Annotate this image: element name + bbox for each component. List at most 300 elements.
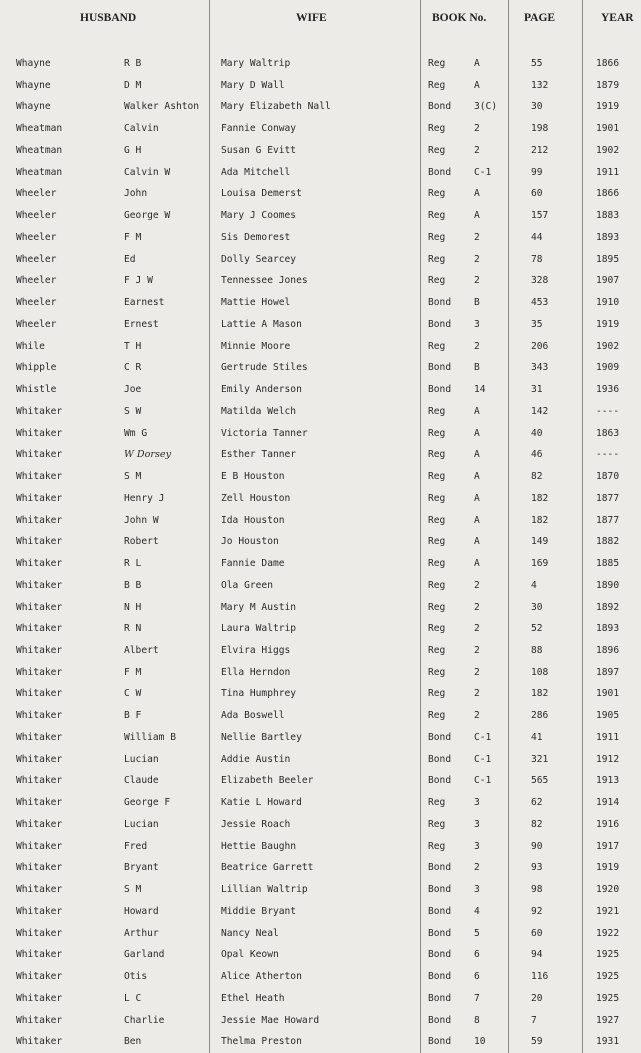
wife-name: Ethel Heath [221, 992, 285, 1004]
wife-name: Jo Houston [221, 536, 279, 548]
book-type: Reg [428, 210, 446, 222]
husband-surname: Whitaker [16, 405, 63, 417]
table-row [0, 314, 641, 335]
book-type: Bond [428, 971, 452, 983]
page-number: 169 [531, 558, 549, 570]
husband-given-name: B B [124, 579, 142, 591]
table-row [0, 792, 641, 813]
table-row [0, 857, 641, 878]
year: 1893 [596, 231, 620, 243]
husband-surname: Wheeler [16, 231, 57, 243]
book-type: Reg [428, 340, 446, 352]
book-type: Bond [428, 362, 452, 374]
husband-surname: Whitaker [16, 449, 63, 461]
book-number: 2 [474, 123, 480, 135]
table-row [0, 618, 641, 639]
book-number: B [474, 297, 480, 309]
book-number: A [474, 492, 480, 504]
wife-name: E B Houston [221, 471, 285, 483]
wife-name: Laura Waltrip [221, 623, 297, 635]
wife-name: Mattie Howel [221, 297, 291, 309]
husband-given-name: George W [124, 210, 171, 222]
wife-name: Dolly Searcey [221, 253, 297, 265]
table-row [0, 1010, 641, 1031]
husband-surname: Whitaker [16, 601, 63, 613]
book-type: Bond [428, 384, 452, 396]
header-year: YEAR [601, 12, 634, 24]
table-row [0, 944, 641, 965]
husband-surname: Whitaker [16, 840, 63, 852]
husband-given-name: John [124, 188, 148, 200]
husband-surname: Whitaker [16, 775, 63, 787]
husband-given-name: T H [124, 340, 142, 352]
wife-name: Ola Green [221, 579, 273, 591]
wife-name: Mary J Coomes [221, 210, 297, 222]
page-number: 59 [531, 1036, 543, 1048]
husband-given-name: F J W [124, 275, 153, 287]
page-number: 41 [531, 731, 543, 743]
book-number: 2 [474, 340, 480, 352]
table-row [0, 988, 641, 1009]
book-type: Reg [428, 840, 446, 852]
wife-name: Ada Boswell [221, 710, 285, 722]
husband-surname: Whitaker [16, 1014, 63, 1026]
husband-given-name: R B [124, 58, 142, 69]
year: 1877 [596, 492, 620, 504]
husband-surname: Wheeler [16, 318, 57, 330]
year: 1866 [596, 58, 620, 69]
year: 1920 [596, 884, 620, 896]
book-type: Bond [428, 166, 452, 178]
wife-name: Nancy Neal [221, 927, 279, 939]
book-number: C-1 [474, 753, 492, 765]
book-number: 7 [474, 992, 480, 1004]
page-number: 198 [531, 123, 549, 135]
table-row [0, 227, 641, 248]
husband-given-name: C R [124, 362, 142, 374]
book-number: A [474, 188, 480, 200]
table-row [0, 466, 641, 487]
year: 1936 [596, 384, 620, 396]
table-row [0, 162, 641, 183]
husband-given-name: Ben [124, 1036, 142, 1048]
book-number: 2 [474, 710, 480, 722]
year: 1931 [596, 1036, 620, 1048]
husband-surname: Whayne [16, 58, 51, 69]
husband-given-name: S M [124, 471, 142, 483]
book-number: A [474, 405, 480, 417]
table-row [0, 814, 641, 835]
page-number: 4 [531, 579, 537, 591]
wife-name: Emily Anderson [221, 384, 302, 396]
book-type: Reg [428, 666, 446, 678]
year: 1927 [596, 1014, 620, 1026]
book-number: 3 [474, 840, 480, 852]
table-row [0, 401, 641, 422]
wife-name: Fannie Conway [221, 123, 297, 135]
page-number: 116 [531, 971, 549, 983]
book-type: Bond [428, 1014, 452, 1026]
husband-given-name: N H [124, 601, 142, 613]
table-row [0, 270, 641, 291]
table-row [0, 336, 641, 357]
header-book-no: BOOK No. [432, 12, 487, 24]
husband-surname: Whitaker [16, 905, 63, 917]
year: 1907 [596, 275, 620, 287]
wife-name: Thelma Preston [221, 1036, 302, 1048]
book-type: Bond [428, 905, 452, 917]
book-type: Reg [428, 58, 446, 69]
year: 1879 [596, 79, 620, 91]
husband-surname: Whitaker [16, 949, 63, 961]
book-type: Reg [428, 818, 446, 830]
wife-name: Zell Houston [221, 492, 291, 504]
table-row [0, 662, 641, 683]
year: ---- [596, 405, 620, 417]
husband-surname: Whitaker [16, 514, 63, 526]
page-number: 157 [531, 210, 549, 222]
year: 1877 [596, 514, 620, 526]
year: 1897 [596, 666, 620, 678]
wife-name: Louisa Demerst [221, 188, 302, 200]
book-number: A [474, 558, 480, 570]
wife-name: Opal Keown [221, 949, 279, 961]
table-row [0, 705, 641, 726]
page-number: 108 [531, 666, 549, 678]
year: 1916 [596, 818, 620, 830]
husband-given-name: Claude [124, 775, 159, 787]
table-row [0, 75, 641, 96]
table-row [0, 183, 641, 204]
husband-surname: Wheatman [16, 166, 63, 178]
husband-given-name: Walker Ashton [124, 101, 200, 113]
page-number: 132 [531, 79, 549, 91]
wife-name: Elizabeth Beeler [221, 775, 314, 787]
husband-surname: Wheeler [16, 297, 57, 309]
wife-name: Beatrice Garrett [221, 862, 314, 874]
year: 1912 [596, 753, 620, 765]
book-number: 2 [474, 275, 480, 287]
book-number: A [474, 58, 480, 69]
page-number: 31 [531, 384, 543, 396]
husband-surname: Whitaker [16, 862, 63, 874]
table-row [0, 553, 641, 574]
husband-surname: Wheeler [16, 275, 57, 287]
book-type: Reg [428, 601, 446, 613]
book-type: Reg [428, 623, 446, 635]
book-type: Reg [428, 79, 446, 91]
table-header [0, 0, 641, 38]
book-type: Reg [428, 710, 446, 722]
table-row [0, 96, 641, 117]
book-number: C-1 [474, 731, 492, 743]
page-number: 92 [531, 905, 543, 917]
wife-name: Elvira Higgs [221, 644, 291, 656]
wife-name: Susan G Evitt [221, 144, 297, 156]
page-number: 30 [531, 101, 543, 113]
year: 1902 [596, 144, 620, 156]
husband-surname: Whitaker [16, 644, 63, 656]
husband-surname: Whitaker [16, 471, 63, 483]
table-row [0, 901, 641, 922]
book-number: C-1 [474, 166, 492, 178]
husband-surname: Whitaker [16, 492, 63, 504]
husband-surname: Wheeler [16, 253, 57, 265]
book-number: A [474, 471, 480, 483]
year: 1870 [596, 471, 620, 483]
year: 1901 [596, 688, 620, 700]
husband-surname: Whitaker [16, 818, 63, 830]
book-type: Reg [428, 688, 446, 700]
book-number: 2 [474, 666, 480, 678]
husband-given-name: W Dorsey [124, 449, 171, 461]
book-type: Reg [428, 144, 446, 156]
table-row [0, 683, 641, 704]
page-number: 93 [531, 862, 543, 874]
book-type: Reg [428, 405, 446, 417]
book-type: Reg [428, 797, 446, 809]
husband-given-name: Henry J [124, 492, 165, 504]
book-number: A [474, 536, 480, 548]
husband-given-name: R N [124, 623, 142, 635]
page-number: 30 [531, 601, 543, 613]
book-number: 2 [474, 688, 480, 700]
page-number: 182 [531, 514, 549, 526]
table-row [0, 770, 641, 791]
year: 1913 [596, 775, 620, 787]
book-number: 3 [474, 797, 480, 809]
table-row [0, 444, 641, 465]
page-number: 62 [531, 797, 543, 809]
wife-name: Katie L Howard [221, 797, 302, 809]
book-number: 2 [474, 579, 480, 591]
page-number: 90 [531, 840, 543, 852]
year: 1925 [596, 949, 620, 961]
wife-name: Middie Bryant [221, 905, 297, 917]
year: 1885 [596, 558, 620, 570]
husband-surname: Whipple [16, 362, 57, 374]
husband-given-name: Calvin W [124, 166, 171, 178]
wife-name: Lillian Waltrip [221, 884, 308, 896]
book-type: Bond [428, 775, 452, 787]
book-type: Bond [428, 297, 452, 309]
page-number: 60 [531, 927, 543, 939]
wife-name: Hettie Baughn [221, 840, 297, 852]
book-type: Bond [428, 862, 452, 874]
husband-given-name: L C [124, 992, 142, 1004]
book-number: A [474, 449, 480, 461]
table-row [0, 118, 641, 139]
husband-surname: Whitaker [16, 688, 63, 700]
page-number: 46 [531, 449, 543, 461]
year: 1893 [596, 623, 620, 635]
husband-surname: Whitaker [16, 666, 63, 678]
table-row [0, 749, 641, 770]
husband-surname: Whitaker [16, 710, 63, 722]
year: 1917 [596, 840, 620, 852]
page-number: 212 [531, 144, 549, 156]
table-row [0, 966, 641, 987]
husband-surname: Whitaker [16, 579, 63, 591]
wife-name: Sis Demorest [221, 231, 291, 243]
husband-surname: Whitaker [16, 731, 63, 743]
book-type: Bond [428, 101, 452, 113]
table-row [0, 531, 641, 552]
husband-given-name: Albert [124, 644, 159, 656]
year: 1922 [596, 927, 620, 939]
year: 1896 [596, 644, 620, 656]
book-number: 5 [474, 927, 480, 939]
wife-name: Gertrude Stiles [221, 362, 308, 374]
husband-given-name: G H [124, 144, 142, 156]
husband-given-name: John W [124, 514, 159, 526]
wife-name: Nellie Bartley [221, 731, 302, 743]
book-type: Reg [428, 644, 446, 656]
book-number: 3 [474, 318, 480, 330]
page-number: 94 [531, 949, 543, 961]
page-number: 82 [531, 471, 543, 483]
book-type: Bond [428, 731, 452, 743]
page-number: 55 [531, 58, 543, 69]
husband-surname: While [16, 340, 45, 352]
husband-given-name: Garland [124, 949, 165, 961]
header-page: PAGE [524, 12, 556, 24]
header-wife: WIFE [296, 12, 327, 24]
book-number: 3 [474, 818, 480, 830]
table-row [0, 923, 641, 944]
book-number: 4 [474, 905, 480, 917]
page-number: 98 [531, 884, 543, 896]
page-number: 88 [531, 644, 543, 656]
year: 1895 [596, 253, 620, 265]
page-number: 7 [531, 1014, 537, 1026]
book-type: Bond [428, 884, 452, 896]
husband-given-name: C W [124, 688, 142, 700]
page-number: 60 [531, 188, 543, 200]
table-row [0, 379, 641, 400]
book-number: 10 [474, 1036, 486, 1048]
husband-given-name: Charlie [124, 1014, 165, 1026]
page-number: 82 [531, 818, 543, 830]
husband-surname: Wheatman [16, 123, 63, 135]
husband-surname: Whitaker [16, 753, 63, 765]
year: 1892 [596, 601, 620, 613]
book-type: Reg [428, 231, 446, 243]
page-number: 328 [531, 275, 549, 287]
husband-surname: Wheeler [16, 210, 57, 222]
book-type: Reg [428, 449, 446, 461]
table-row [0, 53, 641, 74]
book-number: 2 [474, 144, 480, 156]
book-type: Reg [428, 492, 446, 504]
book-type: Reg [428, 188, 446, 200]
year: ---- [596, 449, 620, 461]
year: 1921 [596, 905, 620, 917]
year: 1911 [596, 731, 620, 743]
husband-given-name: Wm G [124, 427, 148, 439]
wife-name: Matilda Welch [221, 405, 297, 417]
table-row [0, 575, 641, 596]
table-row [0, 488, 641, 509]
year: 1925 [596, 971, 620, 983]
book-type: Bond [428, 753, 452, 765]
page-number: 20 [531, 992, 543, 1004]
book-type: Reg [428, 558, 446, 570]
page-number: 206 [531, 340, 549, 352]
book-number: C-1 [474, 775, 492, 787]
book-number: A [474, 79, 480, 91]
table-row [0, 727, 641, 748]
header-husband: HUSBAND [80, 12, 137, 24]
book-type: Bond [428, 1036, 452, 1048]
husband-given-name: F M [124, 666, 142, 678]
book-type: Reg [428, 427, 446, 439]
table-row [0, 423, 641, 444]
year: 1919 [596, 318, 620, 330]
wife-name: Tina Humphrey [221, 688, 297, 700]
husband-surname: Whitaker [16, 927, 63, 939]
book-number: 2 [474, 644, 480, 656]
husband-given-name: Otis [124, 971, 148, 983]
table-row [0, 597, 641, 618]
book-number: 2 [474, 253, 480, 265]
book-number: 3(C) [474, 101, 498, 113]
book-type: Reg [428, 275, 446, 287]
wife-name: Minnie Moore [221, 340, 291, 352]
husband-surname: Whitaker [16, 623, 63, 635]
husband-given-name: Calvin [124, 123, 159, 135]
husband-given-name: Bryant [124, 862, 159, 874]
year: 1914 [596, 797, 620, 809]
year: 1882 [596, 536, 620, 548]
page-number: 40 [531, 427, 543, 439]
husband-surname: Whitaker [16, 558, 63, 570]
book-type: Reg [428, 253, 446, 265]
wife-name: Ida Houston [221, 514, 285, 526]
wife-name: Ella Herndon [221, 666, 291, 678]
book-number: 3 [474, 884, 480, 896]
year: 1866 [596, 188, 620, 200]
wife-name: Addie Austin [221, 753, 291, 765]
wife-name: Fannie Dame [221, 558, 285, 570]
wife-name: Ada Mitchell [221, 166, 291, 178]
page-number: 44 [531, 231, 543, 243]
book-number: 6 [474, 949, 480, 961]
wife-name: Jessie Roach [221, 818, 291, 830]
page-number: 78 [531, 253, 543, 265]
husband-surname: Whitaker [16, 536, 63, 548]
wife-name: Mary M Austin [221, 601, 297, 613]
page-number: 182 [531, 492, 549, 504]
book-number: A [474, 427, 480, 439]
wife-name: Jessie Mae Howard [221, 1014, 320, 1026]
year: 1925 [596, 992, 620, 1004]
table-row [0, 249, 641, 270]
husband-surname: Whitaker [16, 797, 63, 809]
husband-given-name: Earnest [124, 297, 165, 309]
year: 1905 [596, 710, 620, 722]
wife-name: Victoria Tanner [221, 427, 308, 439]
table-row [0, 640, 641, 661]
wife-name: Esther Tanner [221, 449, 297, 461]
year: 1890 [596, 579, 620, 591]
book-type: Bond [428, 992, 452, 1004]
year: 1883 [596, 210, 620, 222]
table-row [0, 836, 641, 857]
wife-name: Mary Elizabeth Nall [221, 101, 331, 113]
page-number: 321 [531, 753, 549, 765]
table-row [0, 205, 641, 226]
